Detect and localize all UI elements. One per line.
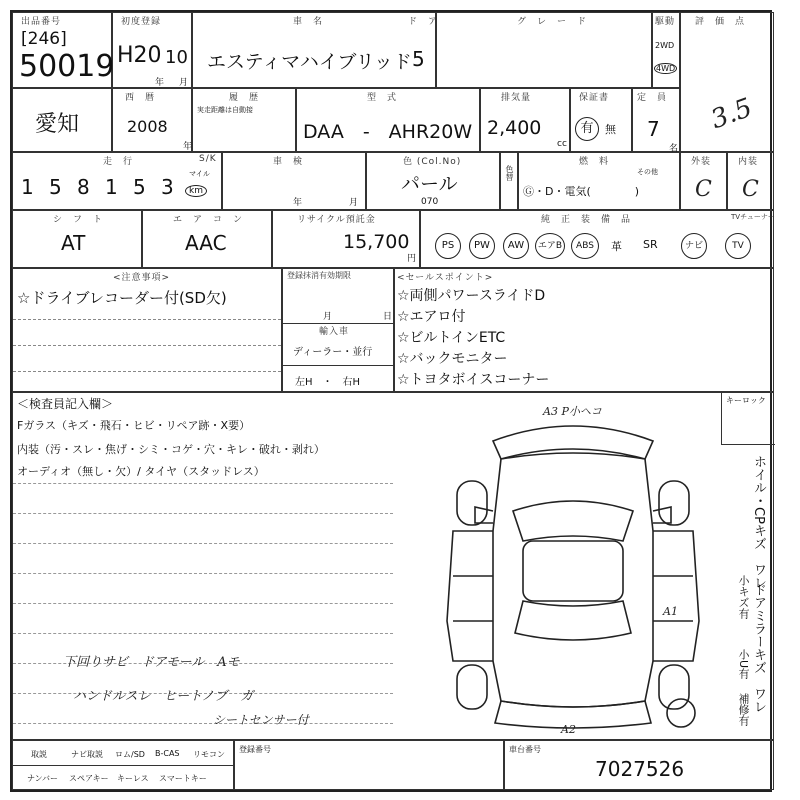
vertical-note: 補修有 bbox=[737, 693, 750, 726]
inspection-cell bbox=[222, 152, 366, 210]
doors-cell bbox=[406, 12, 439, 88]
score-label: 評 価 点 bbox=[695, 17, 746, 27]
model-cell bbox=[296, 88, 480, 152]
inspection-month: 月 bbox=[349, 198, 359, 208]
warranty-yes: 有 bbox=[575, 117, 599, 141]
history-cell bbox=[192, 88, 296, 152]
doors-value: 5 bbox=[412, 47, 425, 71]
score-value: 3.5 bbox=[707, 92, 757, 136]
inspection-label: 車 検 bbox=[273, 157, 304, 167]
chassis-label: 車台番号 bbox=[509, 745, 541, 754]
handwritten-note: シートセンサー付 bbox=[213, 713, 309, 727]
first-reg-cell bbox=[112, 12, 192, 88]
drive-4wd: 4WD bbox=[656, 64, 676, 73]
equip-leather: 革 bbox=[611, 240, 622, 253]
equipment-cell bbox=[420, 210, 774, 268]
vertical-note: ドアミラーキズ ワレ bbox=[751, 583, 766, 713]
vertical-note: 小キズ有 bbox=[737, 575, 750, 619]
shift-value: AT bbox=[61, 231, 86, 255]
auction-sheet bbox=[10, 10, 775, 792]
handwritten-note: 下回りサビ ドアモール Aモ bbox=[63, 655, 240, 670]
sales-points-label: <セールスポイント> bbox=[397, 273, 494, 283]
capacity: 7 bbox=[647, 117, 660, 141]
month-unit: 月 bbox=[179, 78, 189, 88]
note-drive-recorder: ☆ドライブレコーダー付(SD欠) bbox=[17, 289, 227, 307]
tv-label: TVチューナー bbox=[731, 213, 775, 221]
equip-ps: PS bbox=[435, 233, 461, 259]
western-year: 2008 bbox=[127, 117, 168, 136]
notes-label: <注意事項> bbox=[113, 273, 171, 283]
dealer-option: ディーラー・並行 bbox=[293, 347, 373, 358]
equip-sunroof: SR bbox=[643, 238, 658, 251]
sales-point: ☆トヨタボイスコーナー bbox=[397, 372, 550, 388]
mileage-digit: 3 bbox=[161, 175, 174, 199]
equip-abs: ABS bbox=[571, 233, 599, 259]
equip-tv: TV bbox=[725, 233, 751, 259]
model-code: DAA - AHR20W bbox=[303, 121, 473, 143]
expiry-day: 日 bbox=[383, 312, 393, 322]
car-name-label: 車 名 bbox=[293, 17, 324, 27]
car-name-cell bbox=[192, 12, 439, 88]
option-navi-manual: ナビ取説 bbox=[71, 750, 103, 759]
option-plate: ナンバー bbox=[27, 774, 59, 783]
lot-number: 50019 bbox=[19, 49, 115, 84]
shift-label: シ フ ト bbox=[53, 215, 104, 225]
drive-2wd: 2WD bbox=[655, 41, 675, 50]
recycle-cell bbox=[272, 210, 420, 268]
color-label: 色 (Col.No) bbox=[403, 157, 462, 167]
inspector-line-interior: 内装（汚・スレ・焦げ・シミ・コゲ・穴・キレ・破れ・剥れ） bbox=[17, 443, 325, 456]
region: 愛知 bbox=[35, 112, 80, 137]
aircon-cell bbox=[142, 210, 272, 268]
history-label: 履 歴 bbox=[229, 93, 260, 103]
sales-points-cell bbox=[394, 268, 774, 392]
km-label: km bbox=[185, 185, 207, 197]
mile-label: マイル bbox=[189, 170, 210, 178]
mileage-type-label: S/K bbox=[199, 154, 217, 164]
model-label: 型 式 bbox=[367, 93, 398, 103]
inspector-area bbox=[12, 392, 774, 740]
western-year-cell bbox=[112, 88, 192, 152]
car-diagram bbox=[423, 411, 723, 731]
equip-aw: AW bbox=[503, 233, 529, 259]
sales-point: ☆両側パワースライドD bbox=[397, 288, 546, 304]
grade-cell bbox=[436, 12, 652, 88]
mileage-digit: 8 bbox=[77, 175, 90, 199]
option-remote: リモコン bbox=[193, 750, 225, 759]
option-smart-key: スマートキー bbox=[159, 774, 207, 783]
color-change-label: 色替 bbox=[505, 165, 514, 181]
fuel-cell bbox=[518, 152, 680, 210]
option-spare-key: スペアキー bbox=[69, 774, 109, 783]
drive-label: 駆動 bbox=[655, 17, 676, 27]
first-reg-month: 10 bbox=[165, 47, 188, 68]
option-bcas: B-CAS bbox=[155, 749, 180, 758]
region-cell bbox=[12, 88, 112, 152]
fuel-label: 燃 料 bbox=[579, 157, 610, 167]
displacement-cell bbox=[480, 88, 570, 152]
warranty-cell bbox=[570, 88, 632, 152]
mileage-cell bbox=[12, 152, 222, 210]
color-cell bbox=[366, 152, 500, 210]
registration-label: 登録番号 bbox=[239, 745, 271, 754]
year-unit-2: 年 bbox=[183, 142, 193, 152]
equip-pw: PW bbox=[469, 233, 495, 259]
expiry-month: 月 bbox=[323, 312, 333, 322]
sales-point: ☆バックモニター bbox=[397, 351, 508, 367]
recycle-unit: 円 bbox=[407, 254, 417, 264]
footer-options bbox=[12, 740, 234, 790]
recycle-label: リサイクル預託金 bbox=[297, 215, 376, 225]
notes-cell bbox=[12, 268, 282, 392]
aircon-value: AAC bbox=[185, 231, 227, 255]
handwritten-note: ハンドルスレ ヒートノブ ガ bbox=[73, 689, 254, 704]
equipment-label: 純 正 装 備 品 bbox=[541, 215, 632, 225]
capacity-cell bbox=[632, 88, 680, 152]
first-reg-era: H20 bbox=[117, 43, 162, 68]
inspection-year: 年 bbox=[293, 198, 303, 208]
score-cell bbox=[680, 12, 774, 152]
mileage-digit: 5 bbox=[49, 175, 62, 199]
auction-code: [246] bbox=[21, 29, 67, 49]
doors-label: ド ア bbox=[408, 17, 439, 27]
fuel-other-label: その他 bbox=[637, 168, 658, 176]
grade-label: グ レ ー ド bbox=[517, 17, 588, 27]
keylock-box bbox=[721, 393, 775, 445]
option-rom-sd: ロム/SD bbox=[115, 750, 145, 759]
mileage-digit: 1 bbox=[105, 175, 118, 199]
year-unit: 年 bbox=[155, 78, 165, 88]
vertical-note: 小U有 bbox=[737, 649, 750, 680]
exterior-grade: C bbox=[695, 177, 712, 202]
equip-navi: ナビ bbox=[681, 233, 707, 259]
interior-label: 内装 bbox=[738, 157, 759, 167]
first-reg-label: 初度登録 bbox=[121, 17, 162, 27]
expiry-label: 登録抹消有効期限 bbox=[287, 271, 351, 280]
inspector-title: ＜検査員記入欄＞ bbox=[17, 397, 114, 411]
recycle-fee: 15,700 bbox=[343, 231, 410, 253]
capacity-label: 定 員 bbox=[637, 93, 668, 103]
western-label: 西 暦 bbox=[125, 93, 156, 103]
cc-unit: cc bbox=[557, 139, 567, 149]
option-keyless: キーレス bbox=[117, 774, 149, 783]
option-manual: 取説 bbox=[31, 750, 47, 759]
equip-airbag: エアB bbox=[535, 233, 565, 259]
inspector-line-audio: オーディオ（無し・欠）/ タイヤ（スタッドレス） bbox=[17, 465, 265, 478]
lot-label: 出品番号 bbox=[21, 17, 62, 27]
car-name: エスティマハイブリッド bbox=[207, 51, 412, 73]
vertical-note: ホイル・CPキズ ワレ bbox=[751, 455, 766, 589]
drive-cell bbox=[652, 12, 680, 88]
mileage-label: 走 行 bbox=[103, 157, 134, 167]
sales-point: ☆ビルトインETC bbox=[397, 330, 506, 346]
exterior-cell bbox=[680, 152, 727, 210]
damage-mark: A3 P小ヘコ bbox=[543, 405, 602, 418]
displacement-label: 排気量 bbox=[501, 93, 532, 103]
warranty-label: 保証書 bbox=[579, 93, 610, 103]
purchase-label: 輸入車 bbox=[319, 327, 350, 337]
chassis-number: 7027526 bbox=[595, 757, 685, 781]
interior-grade: C bbox=[742, 177, 759, 202]
footer-registration bbox=[234, 740, 504, 790]
interior-cell bbox=[727, 152, 774, 210]
shift-cell bbox=[12, 210, 142, 268]
mileage-digit: 5 bbox=[133, 175, 146, 199]
sales-point: ☆エアロ付 bbox=[397, 309, 466, 325]
displacement: 2,400 bbox=[487, 117, 542, 139]
exterior-label: 外装 bbox=[691, 157, 712, 167]
damage-mark: A1 bbox=[663, 605, 678, 618]
keylock-label: キーロック bbox=[726, 396, 766, 405]
warranty-no: 無 bbox=[605, 123, 616, 136]
color-change-cell bbox=[500, 152, 518, 210]
aircon-label: エ ア コ ン bbox=[173, 215, 244, 225]
capacity-unit: 名 bbox=[669, 144, 679, 154]
history-note: 実走距離は自動接 bbox=[197, 106, 253, 114]
footer-chassis bbox=[504, 740, 774, 790]
color-value: パール bbox=[401, 173, 458, 195]
mileage-digit: 1 bbox=[21, 175, 34, 199]
damage-mark: A2 bbox=[561, 723, 576, 736]
registration-cell bbox=[282, 268, 394, 392]
inspector-line-glass: Fガラス（キズ・飛石・ヒビ・リペア跡・X要） bbox=[17, 419, 251, 432]
handle-option: 左H ・ 右H bbox=[295, 377, 361, 388]
fuel-options: Ⓖ・D・電気( ) bbox=[523, 185, 640, 198]
color-number: 070 bbox=[421, 197, 439, 207]
lot-cell bbox=[12, 12, 115, 88]
